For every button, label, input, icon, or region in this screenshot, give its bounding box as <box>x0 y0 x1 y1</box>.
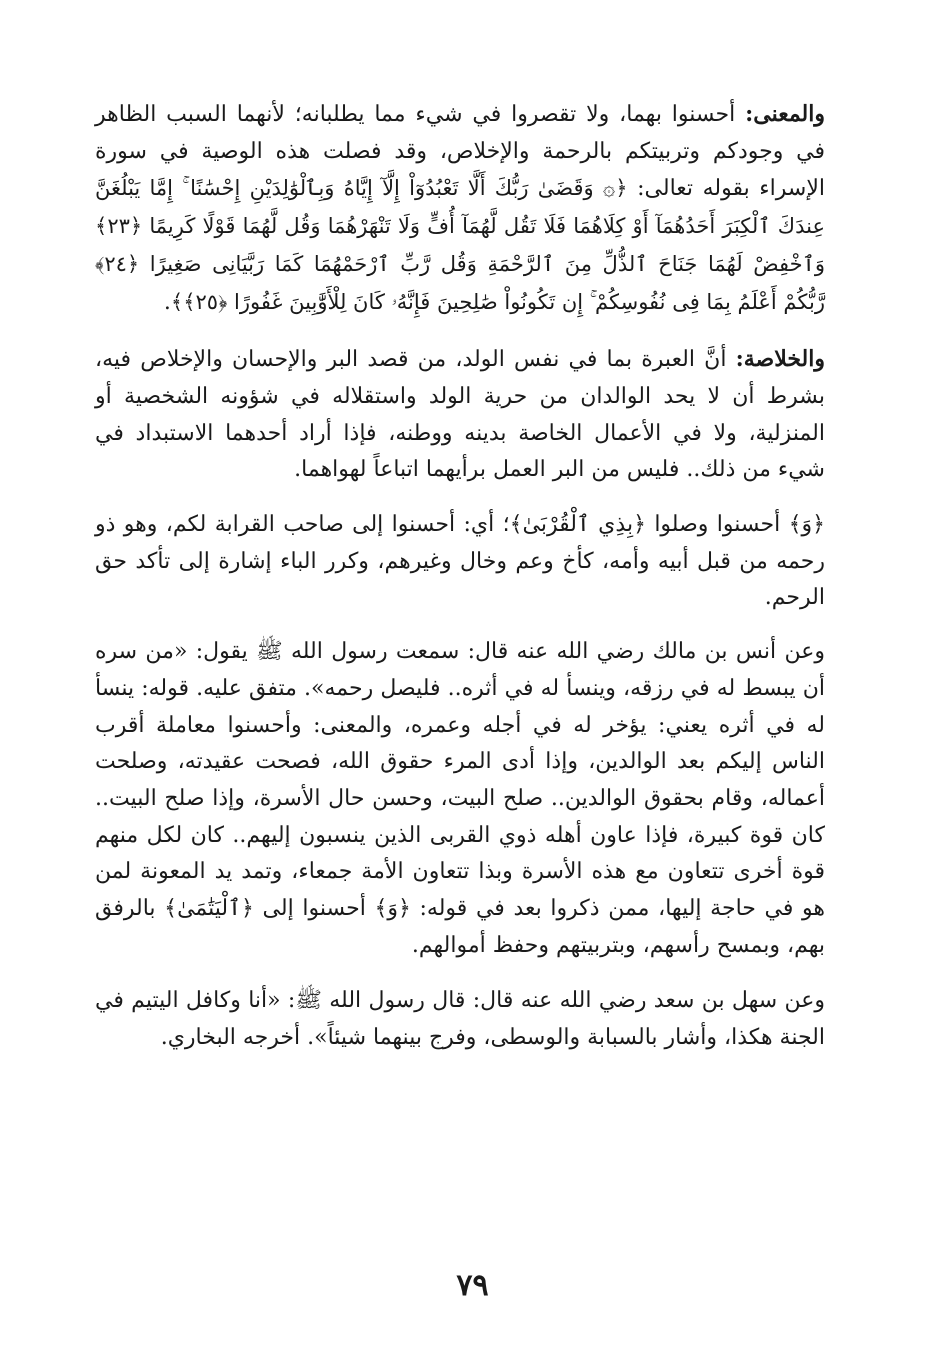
kinship-text: ﴿وَ﴾ أحسنوا وصلوا ﴿بِذِي ٱلْقُرْبَىٰ﴾؛ أي: أحسنوا إلى صاحب القرابة لكم، وهو ذو رحمه من قبل أبيه وأمه، كأخ وعم وخال وغيرهم، وكرر الباء إشارة إلى تأكد حق الرحم. <box>95 512 825 611</box>
meaning-label: والمعنى: <box>745 101 825 127</box>
paragraph-kinship <box>95 507 865 617</box>
summary-label: والخلاصة: <box>735 346 825 373</box>
meaning-end: . <box>163 289 171 315</box>
paragraph-anas-hadith <box>95 634 865 964</box>
sahl-hadith-text: وعن سهل بن سعد رضي الله عنه قال: قال رسول الله ﷺ: «أنا وكافل اليتيم في الجنة هكذا، وأشار بالسبابة والوسطى، وفرج بينهما شيئاً». أخرجه البخاري. <box>95 988 825 1051</box>
anas-hadith-text: وعن أنس بن مالك رضي الله عنه قال: سمعت رسول الله ﷺ يقول: «من سره أن يبسط له في رزقه، وينسأ له في أثره.. فليصل رحمه». متفق عليه. قوله: ينسأ له في أثره يعني: يؤخر له في أجله وعمره، والمعنى: وأحسنوا معاملة أقرب الناس إليكم بعد الوالدين، وإذا أدى المرء حقوق الله، فصحت عقيدته، وصلحت أعماله، وقام بحقوق الوالدين.. صلح البيت، وحسن حال الأسرة، وإذا صلح البيت.. كان قوة كبيرة، فإذا عاون أهله ذوي القربى الذين ينسبون إليهم.. كان لكل منهم قوة أخرى تتعاون مع هذه الأسرة وبذا تتعاون الأمة جمعاء، وتمد يد المعونة لمن هو في حاجة إليها، ممن ذكروا بعد في قوله: ﴿وَ﴾ أحسنوا إلى ﴿ٱلْيَتَٰمَىٰ﴾ بالرفق بهم، وبمسح رأسهم، وبتربيتهم وحفظ أموالهم. <box>95 639 825 958</box>
meaning-text: أحسنوا بهما، ولا تقصروا في شيء مما يطلبانه؛ لأنهما السبب الظاهر في وجودكم وتربيتكم بالرحمة والإخلاص، وقد فصلت هذه الوصية في سورة الإسراء بقوله تعالى: <box>95 102 825 202</box>
quran-verses-isra: ﴿۞ وَقَضَىٰ رَبُّكَ أَلَّا تَعْبُدُوٓاْ إِلَّآ إِيَّاهُ وَبِٱلْوَٰلِدَيْنِ إِحْسَٰنًا ۚ إِمَّا يَبْلُغَنَّ عِندَكَ ٱلْكِبَرَ أَحَدُهُمَآ أَوْ كِلَاهُمَا فَلَا تَقُل لَّهُمَآ أُفٍّ وَلَا تَنْهَرْهُمَا وَقُل لَّهُمَا قَوْلًا كَرِيمًا ﴿٢٣﴾ وَٱخْفِضْ لَهُمَا جَنَاحَ ٱلذُّلِّ مِنَ ٱلرَّحْمَةِ وَقُل رَّبِّ ٱرْحَمْهُمَا كَمَا رَبَّيَانِى صَغِيرًا ﴿٢٤﴾ رَّبُّكُمْ أَعْلَمُ بِمَا فِى نُفُوسِكُمْ ۚ إِن تَكُونُواْ صَٰلِحِينَ فَإِنَّهُۥ كَانَ لِلْأَوَّٰبِينَ غَفُورًا ﴿٢٥﴾﴾ <box>95 176 825 314</box>
page-body <box>95 96 865 1057</box>
paragraph-sahl-hadith <box>95 983 865 1056</box>
page-number: ٧٩ <box>456 1268 489 1303</box>
paragraph-meaning <box>95 96 865 321</box>
summary-text: أنَّ العبرة بما في نفس الولد، من قصد البر والإحسان والإخلاص فيه، بشرط أن لا يحد الوالدان من حرية الولد واستقلاله في شؤونه الشخصية أو المنزلية، ولا في الأعمال الخاصة بدينه ووطنه، فإذا أراد أحدهما الاستبداد في شيء من ذلك.. فليس من البر العمل برأيهما اتباعاً لهواهما. <box>95 347 825 483</box>
paragraph-summary <box>95 341 865 489</box>
